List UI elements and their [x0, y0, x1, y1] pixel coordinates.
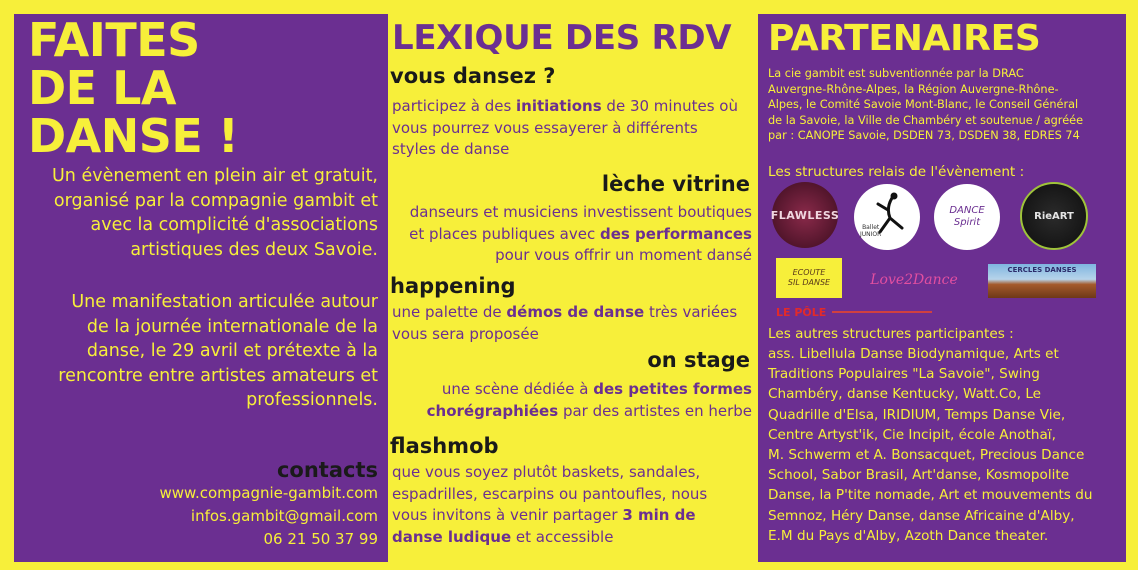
contacts-heading: contacts	[276, 458, 378, 482]
website-link[interactable]: www.compagnie-gambit.com	[159, 484, 378, 502]
middle-panel	[388, 14, 758, 562]
ecoute-logo: ECOUTE SIL DANSE	[776, 258, 842, 298]
section-heading-vous-dansez: vous dansez ?	[390, 64, 556, 88]
main-title: FAITES DE LA DANSE !	[28, 13, 239, 163]
section-text-leche-vitrine: danseurs et musiciens investissent boutiques et places publiques avec des performances pour vous offrir un moment dansé	[409, 203, 752, 264]
others-list: ass. Libellula Danse Biodynamique, Arts et Traditions Populaires "La Savoie", Swing Chambéry, danse Kentucky, Watt.Co, Le Quadrille d'Elsa, IRIDIUM, Temps Danse Vie, Centre Artyst'ik, Cie Incipit, école Anothaï, M. Schwerm et A. Bonsacquet, Precious Dance School, Sabor Brasil, Art'danse, Kosmopolite Danse, la P'tite nomade, Art et mouvements du Semnoz, Héry Danse, danse Africaine d'Alby, E.M du Pays d'Alby, Azoth Dance theater.	[768, 346, 1093, 544]
section-heading-on-stage: on stage	[647, 348, 750, 372]
dance-spirit-logo: DANCE Spirit	[934, 184, 1000, 250]
ballet-junior-logo: Ballet JUNIOR	[854, 184, 920, 250]
section-heading-happening: happening	[390, 274, 516, 298]
section-text-on-stage: une scène dédiée à des petites formes chorégraphiées par des artistes en herbe	[426, 380, 752, 420]
rieart-logo: RieART	[1020, 182, 1088, 250]
event-context: Une manifestation articulée autour de la journée internationale de la danse, le 29 avril et prétexte à la rencontre entre artistes amateurs et professionnels.	[58, 292, 378, 411]
left-panel	[14, 14, 388, 562]
cercles-danses-logo: CERCLES DANSES	[988, 264, 1096, 298]
le-pole-logo: LE PÔLE	[776, 304, 966, 320]
phone-number: 06 21 50 37 99	[263, 530, 378, 548]
love2dance-logo: Love2Dance	[870, 272, 958, 288]
relays-heading: Les structures relais de l'évènement :	[768, 164, 1025, 180]
flawless-logo: FLAWLESS	[772, 182, 838, 248]
lexique-title: LEXIQUE DES RDV	[392, 18, 732, 58]
others-heading: Les autres structures participantes :	[768, 326, 1014, 342]
event-description: Un évènement en plein air et gratuit, organisé par la compagnie gambit et avec la complicité d'associations artistiques des deux Savoie.	[51, 166, 378, 260]
subsidy-text: La cie gambit est subventionnée par la DRAC Auvergne-Rhône-Alpes, la Région Auvergne-Rhône- Alpes, le Comité Savoie Mont-Blanc, le Conseil Général de la Savoie, la Ville de Chambéry et soutenue / agréée par : CANOPE Savoie, DSDEN 73, DSDEN 38, EDRES 74	[768, 67, 1084, 142]
section-text-vous-dansez: participez à des initiations de 30 minutes où vous pourrez vous essayerer à différents styles de danse	[392, 97, 738, 158]
dancer-figure-icon	[854, 184, 920, 250]
section-heading-flashmob: flashmob	[390, 434, 499, 458]
section-text-happening: une palette de démos de danse très variées vous sera proposée	[392, 303, 738, 343]
section-heading-leche-vitrine: lèche vitrine	[601, 172, 750, 196]
email-link[interactable]: infos.gambit@gmail.com	[190, 507, 378, 525]
partners-title: PARTENAIRES	[768, 18, 1041, 59]
section-text-flashmob: que vous soyez plutôt baskets, sandales, espadrilles, escarpins ou pantoufles, nous vous invitons à venir partager 3 min de danse ludique et accessible	[392, 463, 708, 546]
right-panel	[758, 14, 1126, 562]
